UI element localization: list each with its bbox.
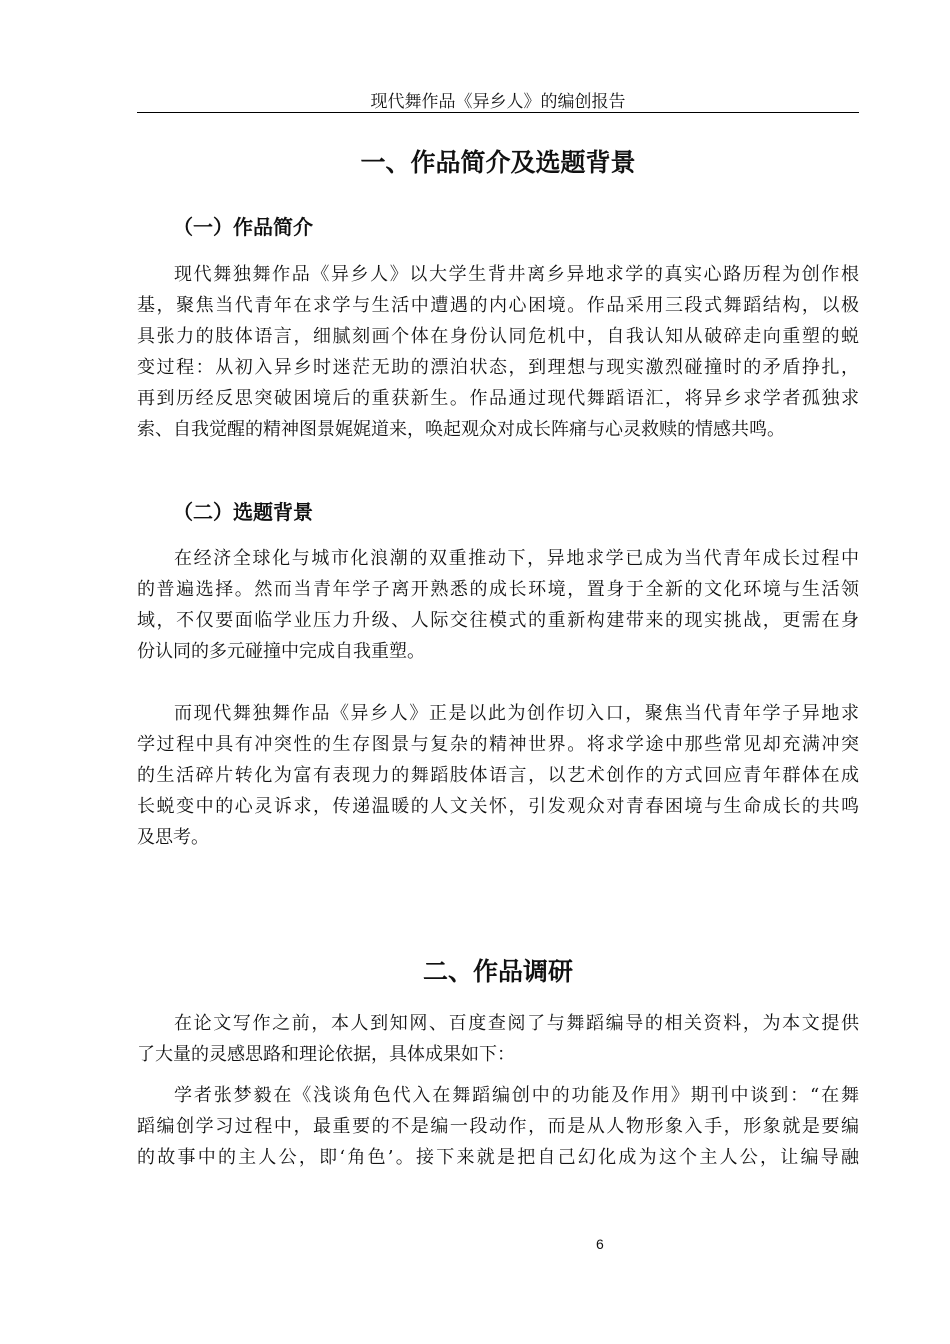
- header-rule: [137, 112, 859, 113]
- text-line: 现代舞独舞作品《异乡人》以大学生背井离乡异地求学的真实心路历程为创作根: [174, 264, 859, 285]
- section-2-title: 二、作品调研: [422, 957, 573, 986]
- text-line: 的故事中的主人公，即‘角色’。接下来就是把自己幻化成为这个主人公，让编导融: [137, 1147, 859, 1168]
- research-paragraph-2: [137, 1080, 859, 1173]
- page-number: 6: [596, 1236, 604, 1252]
- background-paragraph-2: [137, 698, 859, 853]
- text-line: 的生活碎片转化为富有表现力的舞蹈肢体语言，以艺术创作的方式回应青年群体在成: [137, 765, 859, 786]
- text-line: 了大量的灵感思路和理论依据，具体成果如下：: [137, 1044, 515, 1065]
- text-line: 蹈编创学习过程中，最重要的不是编一段动作，而是从人物形象入手，形象就是要编: [137, 1116, 859, 1137]
- text-line: 学者张梦毅在《浅谈角色代入在舞蹈编创中的功能及作用》期刊中谈到：“在舞: [174, 1085, 859, 1106]
- subsection-2-title: （二）选题背景: [173, 500, 313, 524]
- text-line: 份认同的多元碰撞中完成自我重塑。: [137, 641, 425, 662]
- text-line: 域，不仅要面临学业压力升级、人际交往模式的重新构建带来的现实挑战，更需在身: [137, 610, 859, 631]
- text-line: 及思考。: [137, 827, 209, 848]
- intro-paragraph: [137, 259, 859, 445]
- text-line: 长蜕变中的心灵诉求，传递温暖的人文关怀，引发观众对青春困境与生命成长的共鸣: [137, 796, 859, 817]
- text-line: 索、自我觉醒的精神图景娓娓道来，唤起观众对成长阵痛与心灵救赎的情感共鸣。: [137, 419, 785, 440]
- text-line: 的普遍选择。然而当青年学子离开熟悉的成长环境，置身于全新的文化环境与生活领: [137, 579, 859, 600]
- text-line: 在经济全球化与城市化浪潮的双重推动下，异地求学已成为当代青年成长过程中: [174, 548, 859, 569]
- text-line: 再到历经反思突破困境后的重获新生。作品通过现代舞蹈语汇，将异乡求学者孤独求: [137, 388, 859, 409]
- text-line: 具张力的肢体语言，细腻刻画个体在身份认同危机中，自我认知从破碎走向重塑的蜕: [137, 326, 859, 347]
- text-line: 在论文写作之前，本人到知网、百度查阅了与舞蹈编导的相关资料，为本文提供: [174, 1013, 859, 1034]
- subsection-1-title: （一）作品简介: [173, 215, 313, 239]
- research-paragraph-1: [137, 1008, 859, 1070]
- text-line: 学过程中具有冲突性的生存图景与复杂的精神世界。将求学途中那些常见却充满冲突: [137, 734, 859, 755]
- section-1-title: 一、作品简介及选题背景: [360, 148, 636, 177]
- background-paragraph-1: [137, 543, 859, 667]
- running-header: 现代舞作品《异乡人》的编创报告: [370, 92, 626, 112]
- text-line: 而现代舞独舞作品《异乡人》正是以此为创作切入口，聚焦当代青年学子异地求: [174, 703, 859, 724]
- text-line: 变过程：从初入异乡时迷茫无助的漂泊状态，到理想与现实激烈碰撞时的矛盾挣扎，: [137, 357, 859, 378]
- text-line: 基，聚焦当代青年在求学与生活中遭遇的内心困境。作品采用三段式舞蹈结构，以极: [137, 295, 859, 316]
